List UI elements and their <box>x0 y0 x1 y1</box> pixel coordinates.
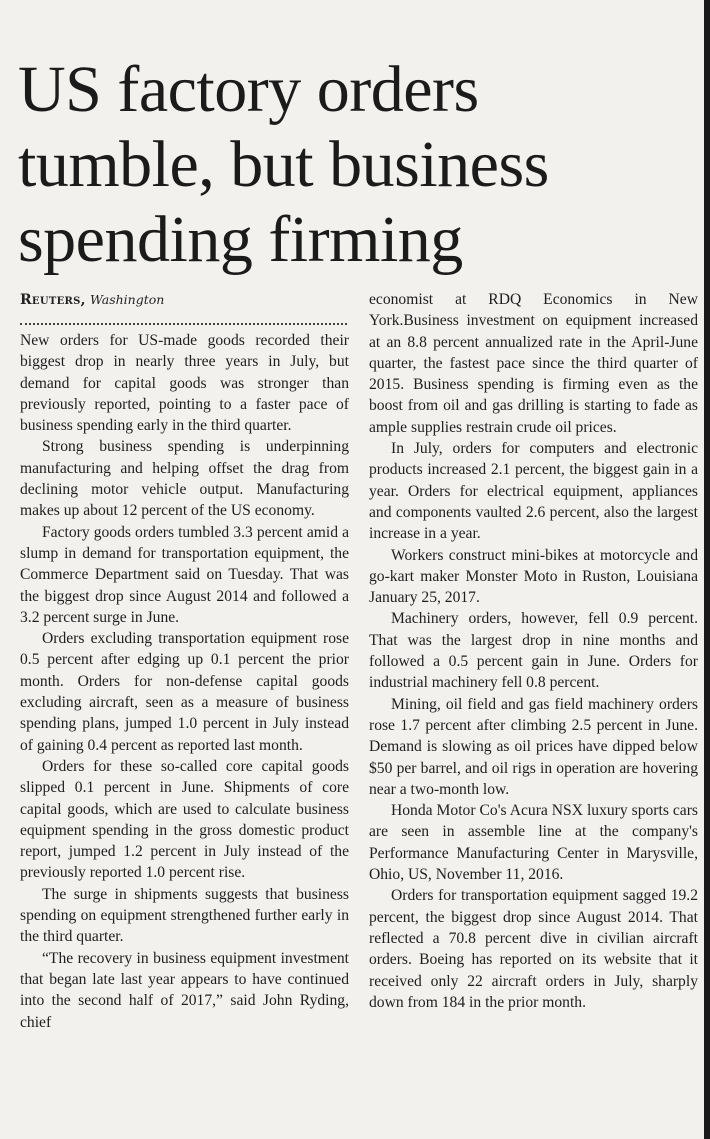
article-paragraph: Orders for these so-called core capital goods slipped 0.1 percent in June. Shipments of core capital goods, which are used to calculate business equipment spending in the gross domestic product report, jumped 1.2 percent in July instead of the previously reported 1.0 percent rise. <box>20 757 349 882</box>
headline-line: US factory orders <box>18 53 479 126</box>
article-column-right <box>369 289 698 1013</box>
photo-caption: Workers construct mini-bikes at motorcycle and go-kart maker Monster Moto in Ruston, Louisiana January 25, 2017. <box>369 546 698 607</box>
article-paragraph: “The recovery in business equipment investment that began late last year appears to have continued into the second half of 2017,” said John Ryding, chief <box>20 949 349 1031</box>
article-paragraph: Mining, oil field and gas field machinery orders rose 1.7 percent after climbing 2.5 percent in June. Demand is slowing as oil prices have dipped below $50 per barrel, and oil rigs in operation are hovering near a two-month low. <box>369 695 698 798</box>
photo-caption: Honda Motor Co's Acura NSX luxury sports cars are seen in assemble line at the company's Performance Manufacturing Center in Marysville, Ohio, US, November 11, 2016. <box>369 802 698 884</box>
article-paragraph: In July, orders for computers and electronic products increased 2.1 percent, the biggest gain in a year. Orders for electrical equipment, appliances and components vaulted 2.6 percent, also the largest increase in a year. <box>369 440 698 543</box>
article-paragraph: Orders for transportation equipment sagged 19.2 percent, the biggest drop since August 2014. That reflected a 70.8 percent dive in civilian aircraft orders. Boeing has reported on its website that it received only 22 aircraft orders in July, sharply down from 184 in the prior month. <box>369 887 698 1011</box>
headline-line: spending firming <box>18 203 463 276</box>
article-paragraph: Strong business spending is underpinning manufacturing and helping offset the drag from declining motor vehicle output. Manufacturing makes up about 12 percent of the US economy. <box>20 438 349 520</box>
article-paragraph: Factory goods orders tumbled 3.3 percent amid a slump in demand for transportation equipment, the Commerce Department said on Tuesday. That was the biggest drop since August 2014 and followed a 3.2 percent surge in June. <box>20 523 349 626</box>
article-paragraph: Machinery orders, however, fell 0.9 percent. That was the largest drop in nine months and followed a 0.5 percent gain in June. Orders for industrial machinery fell 0.8 percent. <box>369 610 698 692</box>
headline <box>18 52 698 277</box>
article-column-left <box>20 330 349 1033</box>
byline-divider <box>20 323 347 325</box>
article-paragraph: economist at RDQ Economics in New York.Business investment on equipment increased at an 8.8 percent annualized rate in the April-June quarter, the fastest pace since the third quarter of 2015. Business spending is firming even as the boost from oil and gas drilling is starting to fade as ample supplies restrain crude oil prices. <box>369 291 698 436</box>
article-paragraph: New orders for US-made goods recorded their biggest drop in nearly three years in July, but demand for capital goods was stronger than previously reported, pointing to a faster pace of business spending early in the third quarter. <box>20 332 349 435</box>
page-edge <box>704 0 710 1139</box>
byline <box>20 292 164 308</box>
byline-location: Washington <box>90 292 165 307</box>
byline-agency: Reuters, <box>20 292 86 308</box>
article-paragraph: Orders excluding transportation equipment rose 0.5 percent after edging up 0.1 percent the prior month. Orders for non-defense capital goods excluding aircraft, seen as a measure of business spending plans, jumped 1.0 percent in July instead of gaining 0.4 percent as reported last month. <box>20 630 349 754</box>
article-paragraph: The surge in shipments suggests that business spending on equipment strengthened further early in the third quarter. <box>20 885 349 946</box>
headline-line: tumble, but business <box>18 128 549 201</box>
